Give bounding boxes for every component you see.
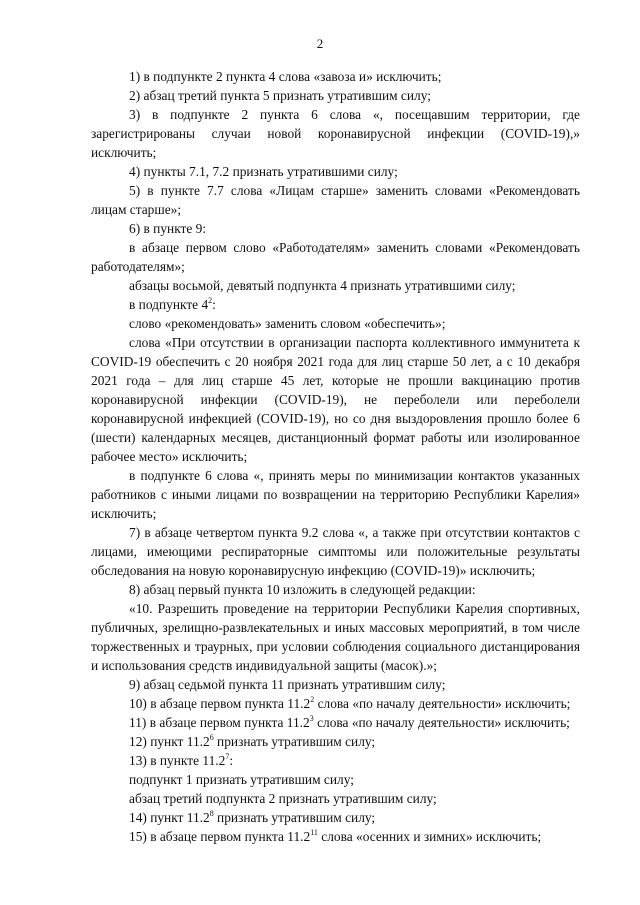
superscript: 2 (208, 295, 213, 305)
superscript: 2 (310, 694, 315, 704)
paragraph-13: 13) в пункте 11.2$^7$: (129, 751, 234, 768)
paragraph-3: 3) в подпункте 2 пункта 6 слова «, посещавшим территории, где зарегистрированы случаи новой коронавирусной инфекции (COVID-19),» исключить; (91, 107, 580, 160)
superscript: 6 (209, 732, 214, 742)
paragraph-10: 10) в абзаце первом пункта 11.2$^2$ слова «по началу деятельности» исключить; (129, 694, 571, 711)
paragraph-4: 4) пункты 7.1, 7.2 признать утратившими силу; (129, 164, 398, 179)
paragraph-8-quote: «10. Разрешить проведение на территории Республики Карелия спортивных, публичных, зрелищно-развлекательных и иных массовых мероприятий, в том числе торжественных и траурных, при условии соблюдения социального дистанцирования и использования средств индивидуальной защиты (масок).»; (91, 601, 580, 673)
document-body (91, 67, 580, 846)
paragraph-6f: в подпункте 6 слова «, принять меры по минимизации контактов указанных работников с иными лицами по возвращении на территорию Республики Карелия» исключить; (91, 468, 580, 521)
paragraph-1: 1) в подпункте 2 пункта 4 слова «завоза и» исключить; (129, 69, 442, 84)
superscript: 11 (310, 827, 318, 837)
paragraph-2: 2) абзац третий пункта 5 признать утратившим силу; (129, 88, 431, 103)
paragraph-14: 14) пункт 11.2$^8$ признать утратившим силу; (129, 808, 376, 825)
paragraph-7: 7) в абзаце четвертом пункта 9.2 слова «, а также при отсутствии контактов с лицами, имеющими респираторные симптомы или положительные результаты обследования на новую коронавирусную инфекцию (COVID-19)» исключить; (91, 525, 580, 578)
page-number: 2 (316, 36, 324, 51)
superscript: 3 (309, 713, 314, 723)
paragraph-13b: абзац третий подпункта 2 признать утратившим силу; (129, 791, 437, 806)
paragraph-15: 15) в абзаце первом пункта 11.2$^{11}$ слова «осенних и зимних» исключить; (129, 827, 542, 844)
paragraph-6a: в абзаце первом слово «Работодателям» заменить словами «Рекомендовать работодателям»; (91, 240, 580, 274)
paragraph-6b: абзацы восьмой, девятый подпункта 4 признать утратившими силу; (129, 278, 516, 293)
paragraph-5: 5) в пункте 7.7 слова «Лицам старше» заменить словами «Рекомендовать лицам старше»; (91, 183, 580, 217)
paragraph-11: 11) в абзаце первом пункта 11.2$^3$ слова «по началу деятельности» исключить; (129, 713, 570, 730)
paragraph-9: 9) абзац седьмой пункта 11 признать утратившим силу; (129, 677, 446, 692)
superscript: 8 (209, 808, 214, 818)
paragraph-13a: подпункт 1 признать утратившим силу; (129, 772, 354, 787)
paragraph-6c: в подпункте $4^2$: (129, 295, 216, 312)
superscript: 7 (225, 751, 230, 761)
paragraph-6d: слово «рекомендовать» заменить словом «обеспечить»; (129, 316, 446, 331)
paragraph-12: 12) пункт 11.2$^6$ признать утратившим силу; (129, 732, 376, 749)
paragraph-6e: слова «При отсутствии в организации паспорта коллективного иммунитета к COVID-19 обеспечить с 20 ноября 2021 года для лиц старше 50 лет, а с 10 декабря 2021 года – для лиц старше 45 лет, которые не прошли вакцинацию против коронавирусной инфекции (COVID-19), не переболели или переболели коронавирусной инфекцией (COVID-19), но со дня выздоровления прошло более 6 (шести) календарных месяцев, дистанционный формат работы или изолированное рабочее место» исключить; (91, 335, 580, 464)
paragraph-8: 8) абзац первый пункта 10 изложить в следующей редакции: (129, 582, 476, 597)
paragraph-6: 6) в пункте 9: (129, 221, 207, 236)
